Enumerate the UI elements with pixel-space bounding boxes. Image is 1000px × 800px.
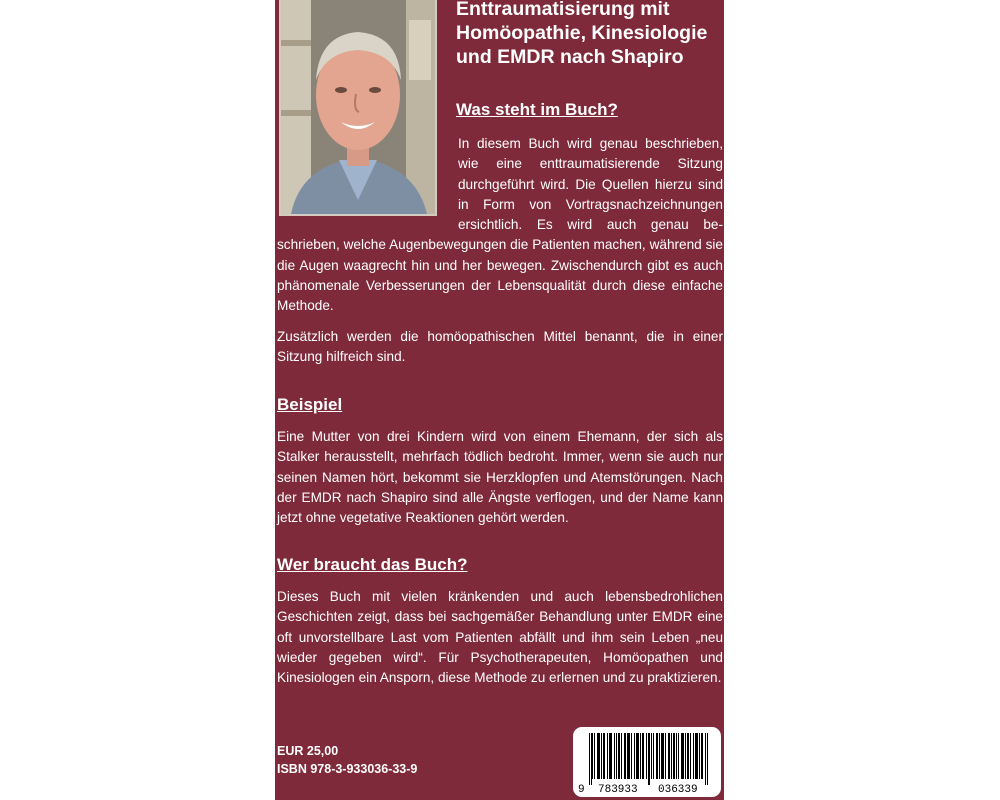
barcode-bar: [638, 733, 639, 779]
barcode-bar: [599, 733, 600, 779]
barcode-bar: [598, 733, 599, 779]
barcode-bar: [657, 733, 658, 779]
barcode-bar: [636, 733, 637, 779]
barcode-bar: [661, 733, 662, 779]
price-label: EUR 25,00: [277, 744, 339, 758]
section-heading-example: Beispiel: [277, 395, 343, 414]
barcode-bar: [634, 733, 635, 779]
barcode-bar: [618, 733, 619, 779]
barcode-bar: [656, 733, 657, 779]
barcode-bar: [648, 733, 649, 785]
paragraph-content-2: Zusätzlich werden die homöopathischen Mittel benannt, die in einer Sitzung hilfreich sind.: [277, 328, 723, 364]
barcode-bar: [592, 733, 593, 779]
barcode-bar: [699, 733, 700, 779]
barcode-bar: [637, 733, 638, 779]
barcode-bar: [668, 733, 669, 779]
barcode-bar: [649, 733, 650, 785]
barcode-bar: [662, 733, 663, 779]
barcode-bar: [646, 733, 647, 779]
barcode-bar: [594, 733, 595, 779]
isbn-barcode: [573, 727, 721, 797]
barcode-bar: [693, 733, 694, 779]
barcode-bar: [611, 733, 612, 779]
barcode-icon: [573, 727, 721, 797]
barcode-bar: [597, 733, 598, 779]
barcode-bar: [619, 733, 620, 779]
barcode-bar: [687, 733, 688, 779]
barcode-bar: [707, 733, 708, 785]
barcode-digits-right: 036339: [658, 784, 698, 796]
barcode-bar: [616, 733, 617, 779]
barcode-bar: [642, 733, 643, 779]
section-heading-content: Was steht im Buch?: [456, 100, 618, 119]
barcode-bar: [669, 733, 670, 779]
barcode-bar: [653, 733, 654, 779]
barcode-bar: [697, 733, 698, 779]
barcode-bar: [705, 733, 706, 785]
price-block: [277, 742, 417, 778]
section-heading-audience: Wer braucht das Buch?: [277, 555, 468, 574]
barcode-bar: [625, 733, 626, 779]
barcode-bar: [685, 733, 686, 779]
book-back-cover: [275, 0, 724, 800]
barcode-bar: [601, 733, 602, 779]
paragraph-content-1: In diesem Buch wird genau beschrieben, wie eine enttraumatisierende Sitzung durchgeführt wird. Die Quellen hierzu sind in Form von Vortragsnachzeichnungen ersichtlich. Es wird auch genau beschrieben, welche Augenbewegungen die Patienten machen, während sie die Augen waagrecht hin und her bewegen. Zwischendurch gibt es auch phänomenale Verbesserungen der Lebensqualität durch diese einfache Methode.: [277, 136, 723, 314]
barcode-bar: [628, 733, 629, 779]
barcode-bar: [683, 733, 684, 779]
barcode-bar: [701, 733, 702, 779]
barcode-bar: [631, 733, 632, 779]
barcode-bar: [671, 733, 672, 779]
barcode-bar: [607, 733, 608, 779]
barcode-bar: [609, 733, 610, 779]
barcode-bar: [676, 733, 677, 779]
barcode-bar: [659, 733, 660, 779]
section-content-text: [277, 134, 723, 367]
barcode-bar: [589, 733, 590, 785]
barcode-bar: [624, 733, 625, 779]
barcode-bar: [621, 733, 622, 779]
barcode-bar: [663, 733, 664, 779]
barcode-digit-first: 9: [578, 784, 585, 796]
barcode-bar: [614, 733, 615, 779]
barcode-bar: [591, 733, 592, 785]
barcode-bar: [702, 733, 703, 779]
barcode-bar: [690, 733, 691, 779]
barcode-bar: [681, 733, 682, 779]
barcode-bar: [665, 733, 666, 779]
barcode-bar: [678, 733, 679, 779]
barcode-digits-left: 783933: [598, 784, 638, 796]
paragraph-audience: Dieses Buch mit vielen kränkenden und auch lebensbedrohlichen Geschichten zeigt, dass bei sachgemäßer Behandlung unter EMDR eine oft unvorstellbare Last vom Patienten abfällt und ihm sein Leben „neu wieder gegeben wird“. Für Psychotherapeuten, Homöopathen und Kinesiologen ein Ansporn, diese Methode zu erlernen und zu praktizieren.: [277, 589, 723, 686]
barcode-bar: [643, 733, 644, 779]
barcode-bar: [674, 733, 675, 779]
book-title: Enttraumatisierung mit Homöopathie, Kinesiologie und EMDR nach Shapiro: [456, 0, 708, 68]
barcode-bar: [627, 733, 628, 779]
paragraph-example: Eine Mutter von drei Kindern wird von einem Ehemann, der sich als Stalker herausstellt, mehrfach tödlich bedroht. Immer, wenn sie auch nur seinen Namen hört, bekommt sie Herzklopfen und Atemstörungen. Nach der EMDR nach Shapiro sind alle Ängste verflogen, und der Name kann jetzt ohne vegetative Reaktionen gehört werden.: [277, 429, 723, 526]
barcode-bar: [695, 733, 696, 779]
barcode-bar: [610, 733, 611, 779]
barcode-bar: [651, 733, 652, 779]
barcode-bar: [604, 733, 605, 779]
barcode-bar: [673, 733, 674, 779]
photo-float-spacer: [277, 134, 458, 230]
barcode-bar: [688, 733, 689, 779]
barcode-bar: [696, 733, 697, 779]
barcode-bar: [603, 733, 604, 779]
barcode-bar: [682, 733, 683, 779]
isbn-label: ISBN 978-3-933036-33-9: [277, 762, 418, 776]
barcode-bar: [629, 733, 630, 779]
barcode-bar: [640, 733, 641, 779]
